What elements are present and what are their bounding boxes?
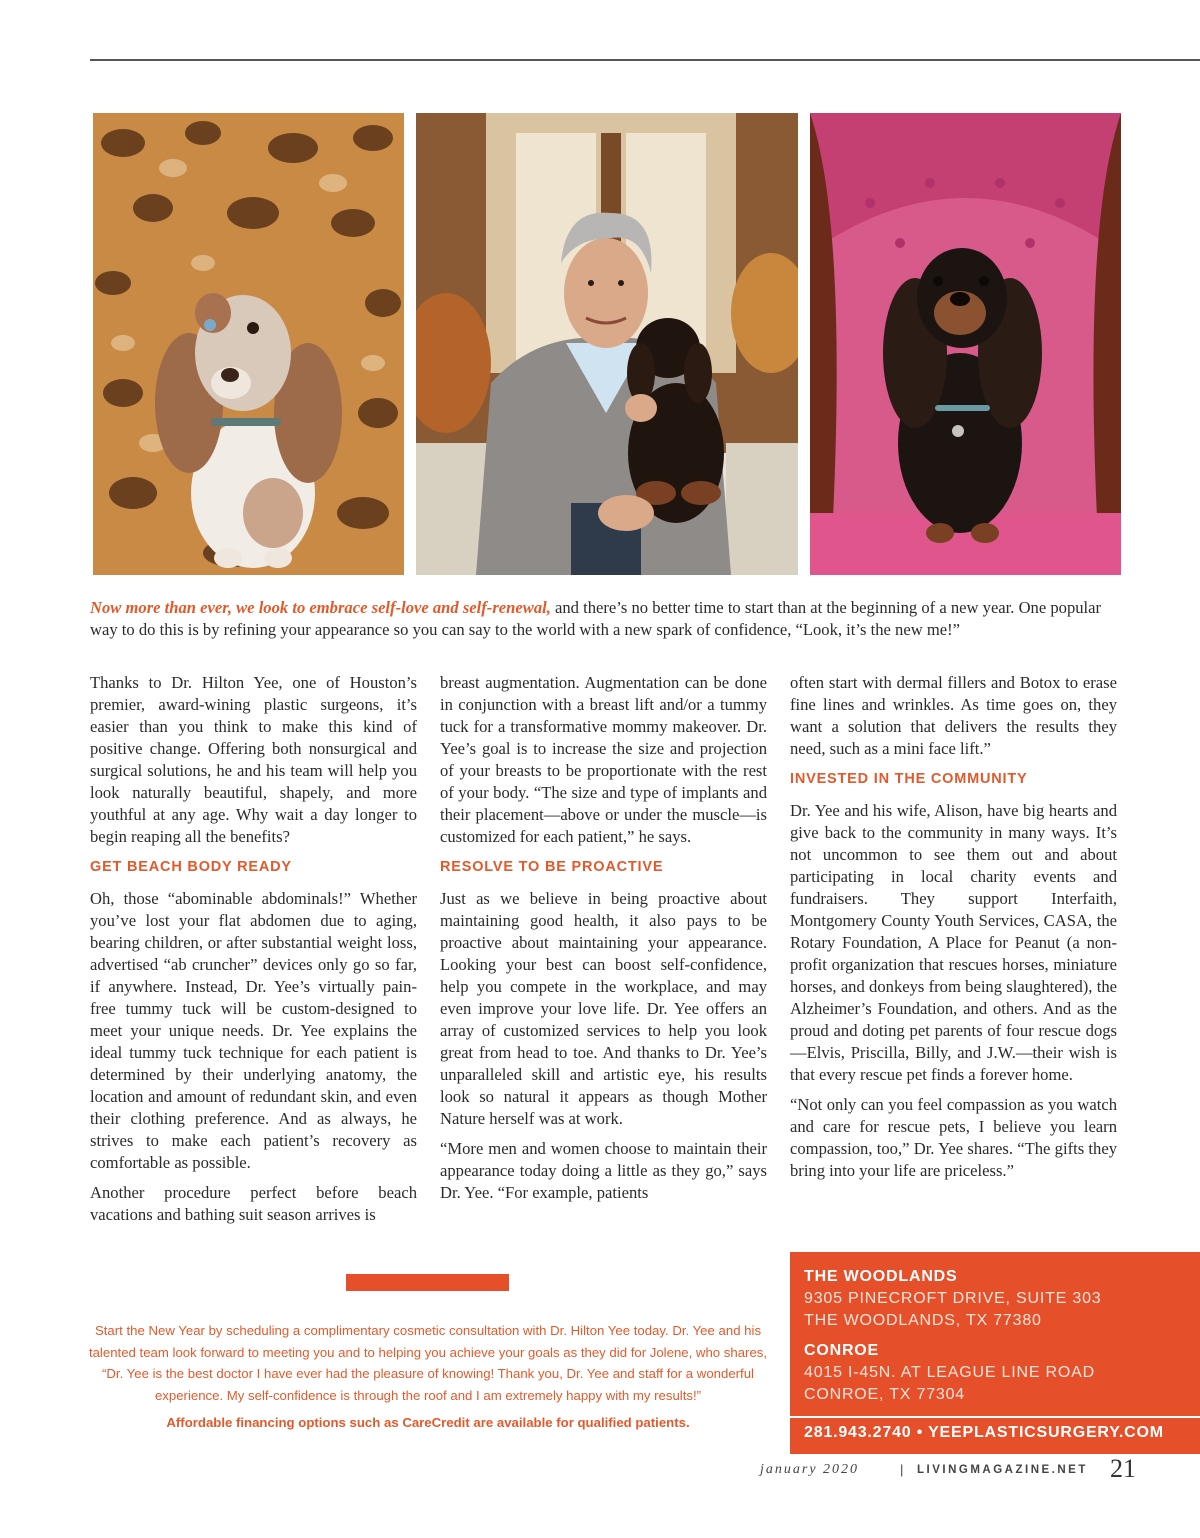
section-heading: INVESTED IN THE COMMUNITY — [790, 771, 1028, 787]
financing-note: Affordable financing options such as CareCredit are available for qualified patients. — [166, 1415, 690, 1430]
location-name: CONROE — [804, 1342, 880, 1359]
paragraph: “Not only can you feel compassion as you watch and care for rescue pets, I believe you learn compassion, too,” Dr. Yee shares. “The gifts they bring into your life are priceless.” — [790, 1095, 1117, 1180]
paragraph: Just as we believe in being proactive about maintaining good health, it also pays to be proactive about maintaining your appearance. Looking your best can boost self-confidence, help you compete in the workplace, and may even improve your love life. Dr. Yee offers an array of customized services to help you look great from head to toe. And thanks to Dr. Yee’s unparalleled skill and artistic eye, his results look so natural it appears as though Mother Nature herself was at work. — [440, 889, 767, 1128]
photo-dr-yee-with-puppy — [416, 113, 798, 575]
paragraph: breast augmentation. Augmentation can be done in conjunction with a breast lift and/or a tummy tuck for a transformative mommy makeover. Dr. Yee’s goal is to increase the size and projection of your breasts to be proportionate with the rest of your body. “The size and type of implants and their placement—above or under the muscle—is customized for each patient,” he says. — [440, 673, 767, 846]
promo-text: Start the New Year by scheduling a complimentary cosmetic consultation with Dr. Hilton Yee today. Dr. Yee and his talented team look forward to meeting you and to helping you achieve your goals as they did for Jolene, who shares, “Dr. Yee is the best doctor I have ever had the pleasure of knowing! Thank you, Dr. Yee and staff for a wonderful experience. My self-confidence is through the roof and I am extremely happy with my results!” — [88, 1323, 768, 1403]
magazine-site[interactable]: LIVINGMAGAZINE.NET — [917, 1464, 1088, 1476]
paragraph: Thanks to Dr. Hilton Yee, one of Houston’s premier, award-wining plastic surgeons, it’s easier than you think to make this kind of positive change. Offering both nonsurgical and surgical solutions, he and his team will help you look naturally beautiful, shapely, and more youthful at any age. Why wait a day longer to begin reaping all the benefits? — [90, 673, 417, 846]
article-column-3 — [790, 672, 1117, 1190]
paragraph: Another procedure perfect before beach vacations and bathing suit season arrives is — [90, 1183, 417, 1224]
page-footer — [760, 1454, 1200, 1492]
address-line: 9305 PINECROFT DRIVE, SUITE 303 — [804, 1290, 1102, 1307]
address-line: 4015 I-45N. AT LEAGUE LINE ROAD — [804, 1364, 1095, 1381]
issue-date: january 2020 — [760, 1462, 860, 1477]
intro-lead: Now more than ever, we look to embrace self-love and self-renewal, — [90, 598, 551, 617]
paragraph: “More men and women choose to maintain their appearance today doing a little as they go,” says Dr. Yee. “For example, patients — [440, 1139, 767, 1202]
address-line: THE WOODLANDS, TX 77380 — [804, 1312, 1042, 1329]
locations-box — [790, 1252, 1200, 1416]
intro-paragraph — [90, 597, 1118, 641]
top-rule — [90, 59, 1200, 61]
article-column-1 — [90, 672, 417, 1234]
contact-line[interactable]: 281.943.2740 • YEEPLASTICSURGERY.COM — [790, 1416, 1200, 1454]
location-name: THE WOODLANDS — [804, 1268, 958, 1285]
paragraph: Oh, those “abominable abdominals!” Whether you’ve lost your flat abdomen due to aging, bearing children, or after substantial weight loss, advertised “ab cruncher” devices only go so far, if anywhere. Instead, Dr. Yee’s virtually pain-free tummy tuck will be custom-designed to meet your unique needs. Dr. Yee explains the ideal tummy tuck technique for each patient is determined by their underlying anatomy, the location and amount of redundant skin, and even their clothing preference. And as always, he strives to make each patient’s recovery as comfortable as possible. — [90, 889, 417, 1172]
footer-separator: | — [900, 1462, 904, 1477]
address-line: CONROE, TX 77304 — [804, 1386, 966, 1403]
paragraph: often start with dermal fillers and Botox to erase fine lines and wrinkles. As time goes on, they want a solution that delivers the results they need, such as a mini face lift.” — [790, 673, 1117, 758]
section-heading: GET BEACH BODY READY — [90, 859, 292, 875]
photo-dachshund-rug — [93, 113, 404, 575]
intro-rest: and there’s no better time to start than at the beginning of a new year. One popular way to do this is by refining your appearance so you can say to the world with a new spark of confidence, “Look, it’s the new me!” — [90, 598, 1102, 639]
page-number: 21 — [1110, 1454, 1136, 1483]
accent-bar — [346, 1274, 509, 1291]
article-column-2 — [440, 672, 767, 1212]
paragraph: Dr. Yee and his wife, Alison, have big hearts and give back to the community in many ways. It’s not uncommon to see them out and about participating in local charity events and fundraisers. They support Interfaith, Montgomery County Youth Services, CASA, the Rotary Foundation, A Place for Peanut (a non-profit organization that rescues horses, miniature horses, and donkeys from being slaughtered), the Alzheimer’s Foundation, and others. And as the proud and doting pet parents of four rescue dogs—Elvis, Priscilla, Billy, and J.W.—their wish is that every rescue pet finds a forever home. — [790, 801, 1117, 1084]
section-heading: RESOLVE TO BE PROACTIVE — [440, 859, 664, 875]
photo-dachshund-pink-chair — [810, 113, 1121, 575]
